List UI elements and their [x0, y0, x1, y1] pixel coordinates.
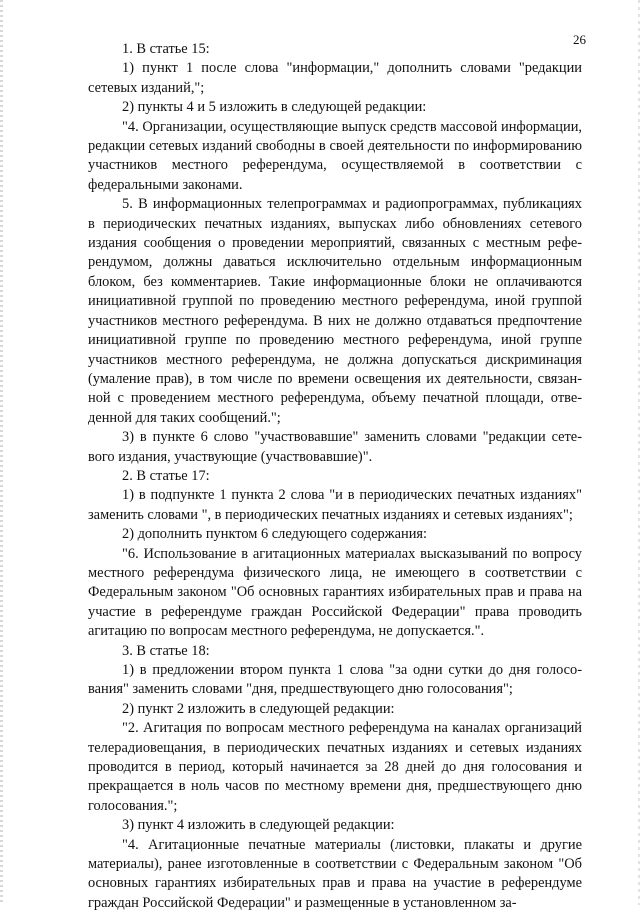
document-body — [88, 40, 582, 913]
paragraph: "6. Использование в агитационных материалах высказываний по вопросу местного референдума физического лица, не имеющего в соответствии с Федеральным законом "Об основных гарантиях избирательных прав и права на участие в референдуме граждан Российской Федерации" права проводить агитацию по вопросам местного референдума, не допускается.". — [88, 545, 582, 640]
paragraph: 2) дополнить пунктом 6 следующего содержания: — [122, 526, 428, 543]
page-number: 26 — [573, 32, 586, 47]
paragraph: 1) в подпункте 1 пункта 2 слова "и в периодических печатных изданиях" заменить словами ", в периодических печатных изданиях и сетевых изданиях"; — [88, 487, 582, 523]
paragraph: 1) в предложении втором пункта 1 слова "за одни сутки до дня голосования" заменить словами "дня, предшествующего дню голосования"; — [88, 662, 582, 698]
scan-edge-left — [0, 0, 3, 905]
paragraph: "4. Агитационные печатные материалы (листовки, плакаты и другие материалы), ранее изготовленные в соответствии с Федеральным законом "Об основных гарантиях избирательных прав и права на участие в референдуме граждан Российской Федерации" и размещенные в установленном за- — [88, 836, 582, 911]
paragraph: 5. В информационных телепрограммах и радиопрограммах, публикациях в периодических печатных изданиях, выпусках либо обновлениях сетевого издания сообщения о проведении мероприятий, связанных с местным референдумом, должны даваться исключительно отдельным информационным блоком, без комментариев. Такие информационные блоки не оплачиваются инициативной группой по проведению местного референдума, иной группой участников местного референдума. В них не должно отдаваться предпочтение инициативной группе по проведению местного референдума, иной группе участников местного референдума, не должна допускаться дискриминация (умаление прав), в том числе по времени освещения их деятельности, связанной с проведением местного референдума, объему печатной площади, отведенной для таких сообщений."; — [88, 196, 582, 426]
paragraph: 2) пункт 2 изложить в следующей редакции: — [122, 700, 395, 717]
paragraph: 1. В статье 15: — [122, 41, 210, 57]
paragraph: 3) пункт 4 изложить в следующей редакции: — [122, 817, 395, 834]
paragraph: 3) в пункте 6 слово "участвовавшие" заменить словами "редакции сетевого издания, участвующие (участвовавшие)". — [88, 429, 582, 465]
paragraph: 1) пункт 1 после слова "информации," дополнить словами "редакции сетевых изданий,"; — [88, 60, 582, 96]
paragraph: 2. В статье 17: — [122, 467, 210, 484]
paragraph: 2) пункты 4 и 5 изложить в следующей редакции: — [122, 99, 427, 116]
paragraph: 3. В статье 18: — [122, 642, 210, 659]
paragraph: "4. Организации, осуществляющие выпуск средств массовой информации, редакции сетевых изданий свободны в своей деятельности по информированию участников местного референдума, осуществляемой в соответствии с федеральными законами. — [88, 118, 582, 193]
paragraph: "2. Агитация по вопросам местного референдума на каналах организаций телерадиовещания, в периодических печатных изданиях и сетевых изданиях проводится в период, который начинается за 28 дней до дня голосования и прекращается в ноль часов по местному времени дня, предшествующего дню голосования."; — [88, 720, 582, 814]
